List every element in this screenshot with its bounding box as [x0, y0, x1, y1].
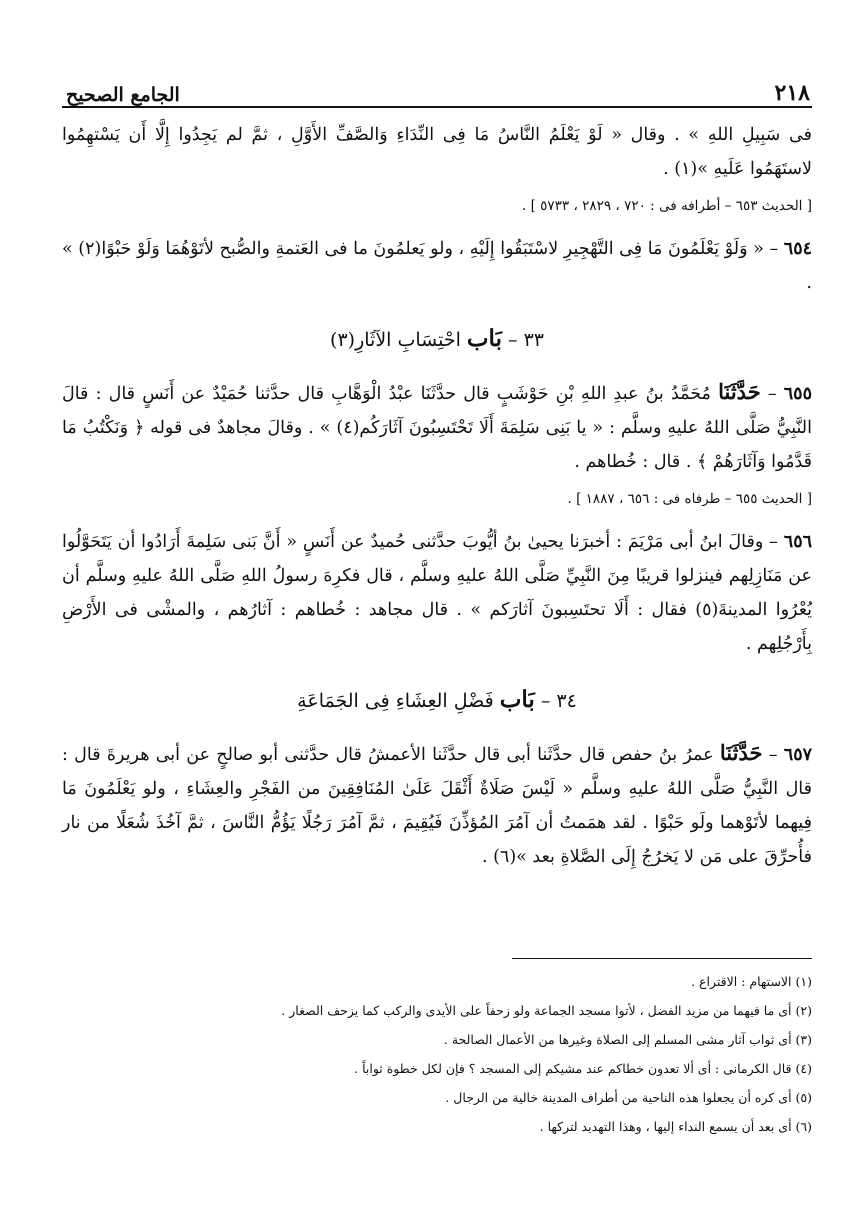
dash: –	[762, 745, 778, 765]
paragraph-653-end: فى سَبِيلِ اللهِ » . وقال « لَوْ يَعْلَمُ النَّاسُ مَا فِى النِّدَاءِ وَالصَّفِّ الأَوَّلِ ، ثمَّ لم يَجِدُوا إِلَّا أَن يَسْتهِمُوا لاستَهَمُوا عَلَيهِ »(١) .	[62, 125, 812, 179]
chapter-title: فَضْلِ العِشَاءِ فِى الجَمَاعَةِ	[297, 690, 494, 712]
page-header	[62, 72, 812, 108]
footnote-2: (٢) أى ما فيهما من مزيد الفضل ، لأتوا مسجد الجماعة ولو زحفاً على الأيدى والركب كما يزحف الصغار .	[281, 1003, 812, 1018]
hadith-number: ٦٥٦	[783, 532, 812, 552]
haddathana-word: حَدَّثَنَا	[718, 379, 761, 404]
dash: –	[760, 384, 777, 404]
chapter-number: ٣٤ –	[540, 690, 577, 712]
hadith-number: ٦٥٥	[783, 384, 812, 404]
hadith-657	[62, 736, 812, 874]
chapter-heading-34	[62, 683, 812, 718]
chapter-bab-label: بَاب	[499, 686, 535, 713]
main-text	[62, 118, 812, 882]
footnote-1: (١) الاستهام : الاقتراع .	[691, 974, 812, 989]
hadith-654	[62, 232, 812, 300]
footnotes	[62, 958, 812, 1141]
chapter-bab-label: بَاب	[466, 325, 502, 352]
hadith-reference-653: [ الحديث ٦٥٣ – أطرافه فى : ٧٢٠ ، ٢٨٢٩ ، ٥٧٣٣ ] .	[522, 198, 812, 214]
hadith-656	[62, 525, 812, 661]
hadith-text: – « وَلَوْ يَعْلَمُونَ مَا فِى التَّهْجِيرِ لاسْتَبَقُوا إِلَيْهِ ، ولو يَعلمُونَ ما فى العَتمةِ والصُّبح لأتَوْهُمَا وَلَوْ حَبْوًا(٢) » .	[62, 239, 812, 293]
footnote-5: (٥) أى كره أن يجعلوا هذه الناحية من أطراف المدينة خالية من الرجال .	[445, 1090, 812, 1105]
page-number: ٢١٨	[774, 80, 810, 106]
footnote-6: (٦) أى بعد أن يسمع النداء إليها ، وهذا التهديد لتركها .	[539, 1119, 812, 1134]
hadith-text: مُحَمَّدُ بنُ عبدِ اللهِ بْنِ حَوْشَبٍ قال حدَّثَنَا عبْدُ الْوَهَّابِ قال حدَّثنا حُمَيْدٌ عن أَنَسٍ قال : قالَ النَّبِيُّ صَلَّى اللهُ عليهِ وسلَّم : « يا بَنِى سَلِمَةَ أَلَا تَحْتَسِبُونَ آثَارَكُم(٤) » . وقالَ مجاهدٌ فى قوله ﴿ وَنَكْتُبُ مَا قَدَّمُوا وَآثَارَهُمْ ﴾ . قال : خُطاهم .	[62, 384, 812, 472]
running-title: الجامع الصحيح	[66, 84, 180, 106]
haddathana-word: حَدَّثَنَا	[719, 740, 763, 765]
chapter-heading-33	[62, 322, 812, 357]
hadith-655	[62, 375, 812, 479]
book-page	[62, 0, 812, 1214]
hadith-text: عمرُ بنُ حفص قال حدَّثَنا أبى قال حدَّثَنا الأعمشُ قال حدَّثنى أبو صالحٍ عن أبى هريرةَ قال : قال النَّبِيُّ صَلَّى اللهُ عليهِ وسلَّم « لَيْسَ صَلَاةٌ أَثْقَلَ عَلَىٰ المُنَافِقِينَ من الفَجْرِ والعِشَاءِ ، ولو يَعْلَمُونَ مَا فِيهما لأتَوْهما ولَو حَبْوًا . لقد همَمتُ أن آمُرَ المُؤذِّنَ فَيُقِيمَ ، ثمَّ آمُرَ رَجُلًا يَؤُمُّ النَّاسَ ، ثمَّ آخُذَ شُعَلًا من نار فأُحرِّقَ على مَن لا يَخرُجُ إِلَى الصَّلاةِ بعد »(٦) .	[62, 745, 812, 867]
chapter-number: ٣٣ –	[508, 329, 544, 351]
footnote-3: (٣) أى ثواب آثار مشى المسلم إلى الصلاة وغيرها من الأعمال الصالحة .	[443, 1032, 812, 1047]
chapter-title: احْتِسَابِ الآثَارِ(٣)	[330, 329, 461, 351]
hadith-text: – وقالَ ابنُ أبى مَرْيَمَ : أخبرَنا يحيىٰ بنُ أيُّوبَ حدَّثنى حُميدٌ عن أَنَسٍ « أَنَّ بَنى سَلِمةَ أَرَادُوا أن يَتَحَوَّلُوا عن مَنَازِلِهم فينزلوا قريبًا مِنَ النَّبِيِّ صَلَّى اللهُ عليهِ وسلَّم ، قال فكرِهَ رسولُ اللهِ صَلَّى اللهُ عليهِ وسلَّم أن يُعْرُوا المدينةَ(٥) فقال : أَلَا تحتَسِبونَ آثارَكم » . قال مجاهد : خُطاهم : آثارُهم ، والمشْى فى الأَرْضِ بِأَرْجُلِهم .	[62, 532, 813, 654]
footnote-4: (٤) قال الكرمانى : أى ألا تعدون خطاكم عند مشيكم إلى المسجد ؟ فإن لكل خطوة ثواباً .	[354, 1061, 812, 1076]
footnote-divider	[512, 958, 812, 959]
hadith-reference-655: [ الحديث ٦٥٥ – طرفاه فى : ٦٥٦ ، ١٨٨٧ ] .	[567, 491, 812, 507]
hadith-number: ٦٥٤	[783, 239, 812, 259]
hadith-number: ٦٥٧	[783, 745, 812, 765]
